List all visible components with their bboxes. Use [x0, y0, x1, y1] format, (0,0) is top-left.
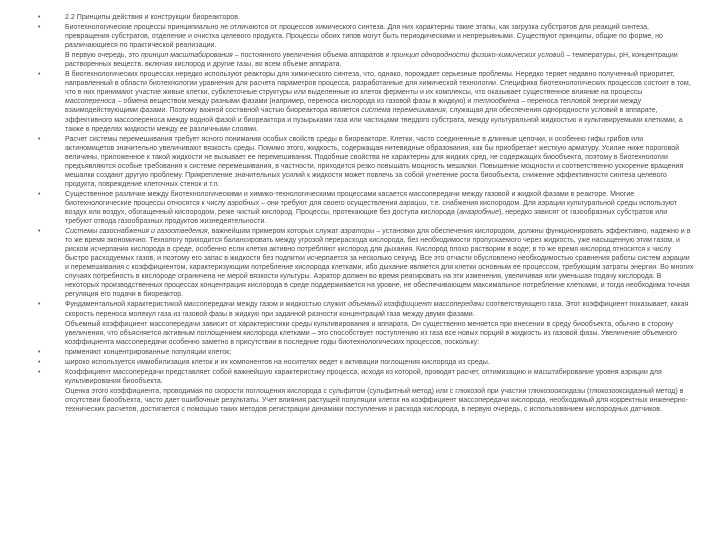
paragraph [38, 70, 694, 133]
paragraph-text: Оценка этого коэффициента, проводимая по скорости поглощения кислорода с сульфитом (сульфитный метод) или с глюкозой при участии глюкозооксидазы (глюкозооксидазный метод) в отсутствии биообъекта, часто дает ошибочные результаты. Учет влияния растущей популяции клеток на коэффициент массопередачи кислорода, необходимый для корректных инженерно-технических расчетов, достигается с помощью таких методов регистрации динамики поступления и расхода кислорода, в первую очередь, с использованием кислородных датчиков. [65, 387, 689, 413]
paragraph [38, 320, 694, 347]
bullet-icon: • [38, 228, 41, 236]
bullet-icon: • [38, 71, 41, 79]
paragraph-text: Биотехнологические процессы принципиально не отличаются от процессов химического синтеза. Для них характерны такие этапы, как загрузка субстратов для реакций синтеза, превращения субстратов, отделение и очистка целевого продукта. Процессы обоих типов могут быть периодическими и непрерывными. Существуют принципы, общие по форме, но различающиеся по практической реализации. [65, 24, 663, 50]
paragraph [38, 190, 694, 226]
paragraph-text: Коэффициент массопередачи представляет собой важнейшую характеристику процесса, исходя из которой, проводят расчет, оптимизацию и масштабирование уровня аэрации для культивирования биообъекта. [65, 368, 662, 385]
paragraph-text: – они требуют для своего осуществления [259, 199, 400, 207]
bullet-icon: • [38, 135, 41, 143]
paragraph-list [38, 13, 694, 414]
bullet-icon: • [38, 24, 41, 32]
paragraph-text: , важнейшим примером которых служат [207, 228, 341, 236]
emphasized-term: анаэробные [459, 208, 500, 216]
emphasized-term: теплообмена [473, 98, 520, 106]
paragraph-text: Фундаментальной характеристикой массопередачи между газом и жидкостью служит [65, 301, 349, 309]
emphasized-term: аэробных [227, 199, 260, 207]
emphasized-term: аэраторы [340, 228, 375, 236]
paragraph-text: применяют концентрированные популяции клеток; [65, 348, 232, 356]
paragraph-text: В биотехнологических процессах нередко используют реакторы для химического синтеза, что, однако, порождает серьезные проблемы. Нередко теряет недавно полученный приоритет, направленный в области биотехнологии уравнения для расчета параметров процесса, разработанные для химической технологии. Специфика биотехнологических процессов состоит в том, что в них принимают участие живые клетки, субклеточные структуры или выделенные из клеток ферменты и их комплексы, что оказывает существенное влияние на процессы [65, 71, 691, 97]
paragraph [38, 227, 694, 299]
emphasized-term: объемный коэффициент массопередачи [348, 301, 484, 309]
paragraph-text: соответствующего газа. Этот коэффициент показывает, какая скорость переноса молекул газа из газовой фазы в жидкую при заданной разности концентраций газа между двумя фазами. [65, 301, 689, 318]
bullet-icon: • [38, 368, 41, 376]
paragraph-text: Объемный коэффициент массопередачи зависит от характеристики среды культивирования и аппарата. Он существенно меняется при внесении в среду биообъекта, обычно в сторону увеличения, что объясняется активным поглощением кислорода клетками – это способствует поступлению из газа все новых порций в жидкость из газовой фазы. Увеличение объемного коэффициента массопередачи особенно заметно в присутствии в последние годы биотехнологических процессов, поскольку: [65, 320, 678, 346]
paragraph-text: широко используется иммобилизация клеток и их компонентов на носителях ведет к активации поглощения кислорода из среды. [65, 358, 490, 366]
emphasized-term: аэрации [399, 199, 427, 207]
bullet-icon: • [38, 14, 41, 21]
emphasized-term: Системы газоснабжения и газоотведения [65, 228, 208, 236]
emphasized-term: принцип однородности физико-химических условий [391, 52, 565, 60]
paragraph [38, 300, 694, 318]
paragraph-text: – обмена веществом между разными фазами (например, переноса кислорода из газовой фазы в жидкую) и [115, 98, 474, 106]
paragraph-text: , т.е. снабжения кислородом. Для аэрации культуральной среды используют воздух или воздух, обогащенный кислородом, реже чистый кислород. Процессы, протекающие без доступа кислорода ( [65, 199, 678, 216]
paragraph [38, 51, 694, 69]
paragraph-text: – постоянного увеличения объема аппаратов и [232, 52, 392, 60]
paragraph-text: Существенное различие между биотехнологическими и химико-технологическими процессами касается массопередачи между газовой и жидкой фазами в реакторе. Многие биотехнологические процессы относятся к числу [65, 190, 635, 207]
paragraph-text: , служащая для обеспечения однородности условий в аппарате, эффективного массопереноса между водной фазой и биореактора и пузырьками газа или частицами твердого субстрата, между культуральной жидкостью и культивируемыми клетками, а также в пределах жидкости между ее различными слоями. [65, 107, 683, 133]
paragraph [38, 348, 694, 357]
paragraph [38, 387, 694, 414]
emphasized-term: массопереноса [65, 98, 116, 106]
paragraph [38, 358, 694, 367]
bullet-icon: • [38, 190, 41, 198]
paragraph-text: – температуры, pH, концентрации растворенных веществ, включая кислород и другие газы, во всем объеме аппарата. [65, 52, 678, 69]
bullet-icon: • [38, 301, 41, 309]
paragraph-text: В первую очередь, это [65, 52, 141, 60]
emphasized-term: принцип масштабирования [140, 52, 233, 60]
paragraph [38, 23, 694, 50]
paragraph-text: ), нередко зависят от газообразных субстратов или требуют отвода газообразных продуктов жизнедеятельности. [65, 208, 668, 226]
paragraph [38, 13, 694, 22]
paragraph-text: 2.2 Принципы действия и конструкции биореакторов. [65, 14, 240, 21]
bullet-icon: • [38, 358, 41, 366]
paragraph-text: Расчет системы перемешивания требует ясного понимания особых свойств среды в биореакторе. Клетки, часто соединенные в длинные цепочки, и особенно гифы грибов или актиномицетов значительно увеличивают вязкость среды. Помимо этого, жидкость, содержащая нитевидные образования, как бы приобретает жесткую арматуру. Усилие ниже пороговой величины, приложенное к такой жидкости не вызывает ее перемешивания. Подобные свойства не характерны для жидких сред, не содержащих биообъекта, поэтому в биотехнологии предъявляются особые требования к системе перемешивания, в частности, приходится резко повышать мощность мешалки. Повышение мощности и соответственно ускорение вращения мешалки создают другую проблему. Прикрепление значительных усилий к жидкости может повлечь за собой угнетение роста биообъекта, снижение эффективности синтеза целевого продукта, повреждение клеточных стенок и т.п. [65, 135, 684, 188]
paragraph-text: – переноса тепловой энергии между взаимодействующими фазами. Поэтому важной составной частью биореактора является [65, 98, 642, 115]
bullet-icon: • [38, 348, 41, 356]
emphasized-term: система перемешивания [361, 107, 446, 115]
paragraph-text: – установки для обеспечения кислородом, должны функционировать эффективно, надежно и в то же время экономично. Технологу приходится балансировать между угрозой перерасхода кислорода, без необходимости пропускаемого через жидкость, уже насыщенную этим газом, и риском исчерпания кислорода в среде, особенно если клетки активно потребляют кислород для дыхания. Кислород плохо растворим в воде; в то же время кислород относится к числу быстро расходуемых газов, и поэтому его запас в жидкости без подпитки исчерпается за несколько секунд. Все это отчасти обусловлено необходимостью сравнения работы систем аэрации и перемешивания с коэффициентом, характеризующим потребление кислорода клетками, ибо дыхание является для клетки основным ее процессом, требующим затраты энергии. Во многих случаях потребность в кислороде ограничена не мерой вязкости культуры. Аэратор должен во время реагировать на эти изменения, увеличивая или уменьшая подачу кислорода. В некоторых производственных процессах концентрация кислорода в среде поддерживается на уровне, не обеспечивающем максимальное потребление клетками, и тогда необходима точная регуляция его подачи в биореактор. [65, 228, 694, 299]
paragraph [38, 368, 694, 386]
paragraph [38, 135, 694, 189]
